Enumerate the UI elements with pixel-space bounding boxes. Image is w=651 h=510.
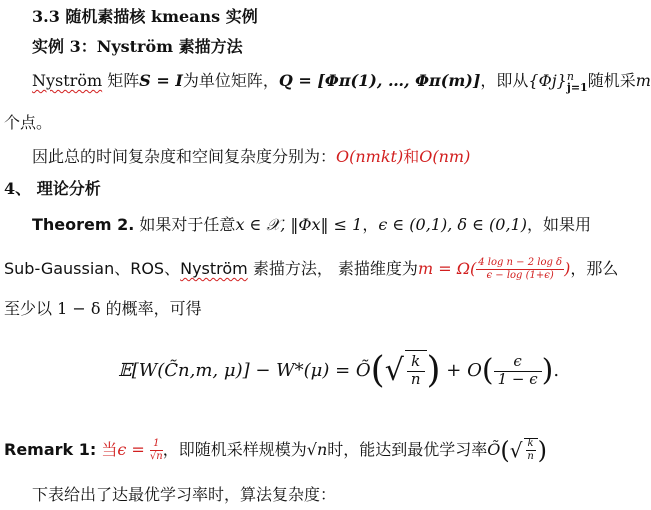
formula-paren2-left: ( — [481, 353, 494, 388]
nystrom-word: Nyström — [32, 71, 103, 90]
para1-text3: ，即从 — [480, 71, 529, 90]
section-title — [32, 6, 258, 28]
index-set — [528, 69, 588, 94]
formula-plus: + O — [440, 360, 482, 381]
space-complexity: O(nm) — [419, 147, 471, 166]
theorem-sep: ， — [362, 215, 379, 234]
formula-sqrt-num: k — [407, 354, 425, 372]
sketch-dim-numerator: 4 log n − 2 log δ — [478, 257, 563, 268]
remark-label: Remark 1: — [4, 440, 97, 459]
complexity-and: 和 — [403, 147, 420, 166]
remark-eps: ϵ = — [117, 440, 150, 459]
theorem-line3-text: 至少以 1 − δ 的概率，可得 — [4, 299, 202, 318]
para1-text1: 矩阵 — [102, 71, 140, 90]
theorem-line2-end: ，那么 — [570, 259, 619, 278]
sketch-dim: m = Ω( — [417, 259, 477, 278]
index-set-body: {Φj} — [528, 71, 567, 90]
main-formula — [118, 350, 559, 391]
para1-text4: 随机采 — [587, 71, 636, 90]
theorem-line2 — [4, 258, 618, 281]
formula-sqrt-sign: √ — [384, 353, 404, 388]
remark-text1: 当 — [96, 440, 118, 459]
q-definition: Q = [Φπ(1), …, Φπ(m)] — [278, 71, 481, 90]
formula-lhs: 𝔼[W(C̃n,m, μ)] − W*(μ) = Õ — [118, 360, 371, 381]
sketch-methods: Sub-Gaussian、ROS、 — [4, 259, 181, 278]
remark-text3: 时，能达到最优学习率 — [327, 440, 488, 459]
sketch-dim-denominator: ϵ − log (1+ϵ) — [486, 270, 554, 281]
theorem-line1 — [32, 214, 591, 236]
remark-paren-left: ( — [500, 436, 510, 465]
formula-frac-den: 1 − ϵ — [497, 369, 538, 388]
index-set-bounds — [567, 71, 588, 93]
m-symbol: m — [635, 71, 651, 90]
footer-text: 下表给出了达最优学习率时，算法复杂度： — [32, 485, 337, 504]
remark-sqrt-fraction — [526, 439, 536, 462]
time-complexity: O(nmkt) — [336, 147, 404, 166]
complexity-lead: 因此总的时间复杂度和空间复杂度分别为： — [32, 147, 337, 166]
footer-line — [32, 484, 336, 506]
section4-heading — [4, 178, 101, 200]
remark-sqrt-sign: √ — [509, 438, 523, 463]
remark-eps-den: √n — [149, 451, 163, 462]
theorem-line2-text: 素描方法， 素描维度为 — [247, 259, 418, 278]
remark-sqrt-body — [524, 438, 538, 462]
para1-cont: 个点。 — [4, 113, 53, 132]
s-eq-i: S = I — [139, 71, 183, 90]
formula-sqrt-fraction — [407, 351, 425, 389]
index-set-sup: n — [566, 69, 574, 83]
example-heading — [32, 36, 243, 58]
remark-line — [4, 436, 547, 465]
remark-text2: ，即随机采样规模为 — [162, 440, 307, 459]
theorem-cond1: x ∈ 𝒳, ‖Φx‖ ≤ 1 — [235, 215, 363, 234]
para1-text2: 为单位矩阵， — [182, 71, 279, 90]
remark-eps-fraction — [150, 439, 163, 462]
theorem-text1: 如果对于任意 — [134, 215, 236, 234]
theorem-line3 — [4, 298, 202, 320]
remark-sqrtn: √n — [306, 440, 328, 459]
formula-paren-left: ( — [370, 350, 385, 391]
index-set-sub: j=1 — [566, 80, 588, 94]
para1-line2 — [4, 112, 52, 134]
formula-sqrt-den: n — [410, 369, 421, 388]
theorem-label: Theorem 2. — [32, 215, 135, 234]
remark-eps-num: 1 — [150, 439, 163, 451]
section-title-text: 3.3 随机素描核 kmeans 实例 — [32, 7, 258, 26]
section4-text: 4、 理论分析 — [4, 179, 101, 198]
para1-line1 — [32, 70, 651, 93]
theorem-cond2: ϵ ∈ (0,1), δ ∈ (0,1) — [378, 215, 527, 234]
remark-rate: Õ — [487, 440, 501, 459]
complexity-line — [32, 146, 470, 168]
sketch-dim-close: ) — [564, 259, 571, 278]
formula-paren-right: ) — [426, 350, 441, 391]
nystrom-word-2: Nyström — [180, 259, 248, 278]
theorem-text2: ，如果用 — [526, 215, 591, 234]
remark-paren-right: ) — [537, 436, 547, 465]
sketch-dim-fraction — [476, 258, 564, 281]
remark-sqrt-den: n — [527, 451, 534, 462]
formula-frac-num: ϵ — [494, 354, 542, 372]
formula-paren2-right: ) — [541, 353, 554, 388]
formula-sqrt-body — [405, 350, 427, 391]
remark-sqrt-num: k — [527, 438, 534, 449]
example-heading-text: 实例 3：Nyström 素描方法 — [32, 37, 243, 56]
formula-end: . — [553, 360, 560, 381]
formula-fraction — [494, 351, 542, 389]
